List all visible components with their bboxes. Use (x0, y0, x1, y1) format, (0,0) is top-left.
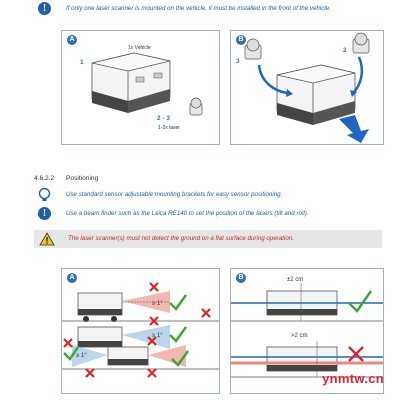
measure-label-top: ±2 cm (287, 277, 304, 283)
panel-badge: B (236, 273, 246, 283)
warning-icon (39, 232, 55, 246)
tip-text: Use a beam finder such as the Leica RE140 to set the position of the lasers (tilt and roll). (66, 210, 309, 217)
angle-label-bottom: ≥ 1° (152, 333, 163, 339)
top-note (0, 2, 400, 18)
tip-text: Use standard sensor adjustable mounting brackets for easy sensor positioning. (66, 191, 283, 198)
section-number: 4.6.2.2 (34, 175, 55, 182)
section-title: Positioning (66, 175, 99, 182)
check-icon (349, 291, 371, 311)
warning-bar (34, 230, 382, 248)
callout-2: 2 (343, 47, 347, 54)
top-panel-a (61, 30, 220, 145)
vehicle-count-label: 1x Vehicle (128, 45, 151, 51)
tilt-illustration (62, 269, 219, 393)
info-icon: ! (38, 2, 51, 15)
top-panel-b (230, 30, 384, 145)
warning-text: The laser scanner(s) must not detect the ground on a flat surface during operation. (68, 235, 294, 242)
top-note-text: If only one laser scanner is mounted on the vehicle, it must be installed in the front of the vehicle. (66, 5, 331, 12)
callout-3: 3 (236, 58, 240, 65)
angle-label-left: ≥ 1° (76, 353, 87, 359)
vehicle-illustration (62, 31, 219, 144)
callout-2-3: 2 - 3 (157, 115, 171, 122)
tip-row (0, 207, 400, 223)
tip-row (0, 188, 400, 204)
watermark: ynmtw.cn (322, 371, 384, 386)
cross-icon (349, 347, 363, 361)
laser-count-label: 1-2x laser (158, 125, 180, 131)
panel-badge: A (67, 35, 77, 45)
panel-badge: A (67, 273, 77, 283)
angle-label-top: ≥ 1° (152, 301, 163, 307)
lightbulb-icon (38, 188, 51, 202)
measure-label-bottom: >2 cm (291, 333, 308, 339)
bottom-panel-a (61, 268, 220, 394)
info-icon: ! (38, 207, 51, 220)
panel-badge: B (236, 35, 246, 45)
mounting-illustration (231, 31, 383, 144)
callout-1: 1 (80, 59, 84, 66)
